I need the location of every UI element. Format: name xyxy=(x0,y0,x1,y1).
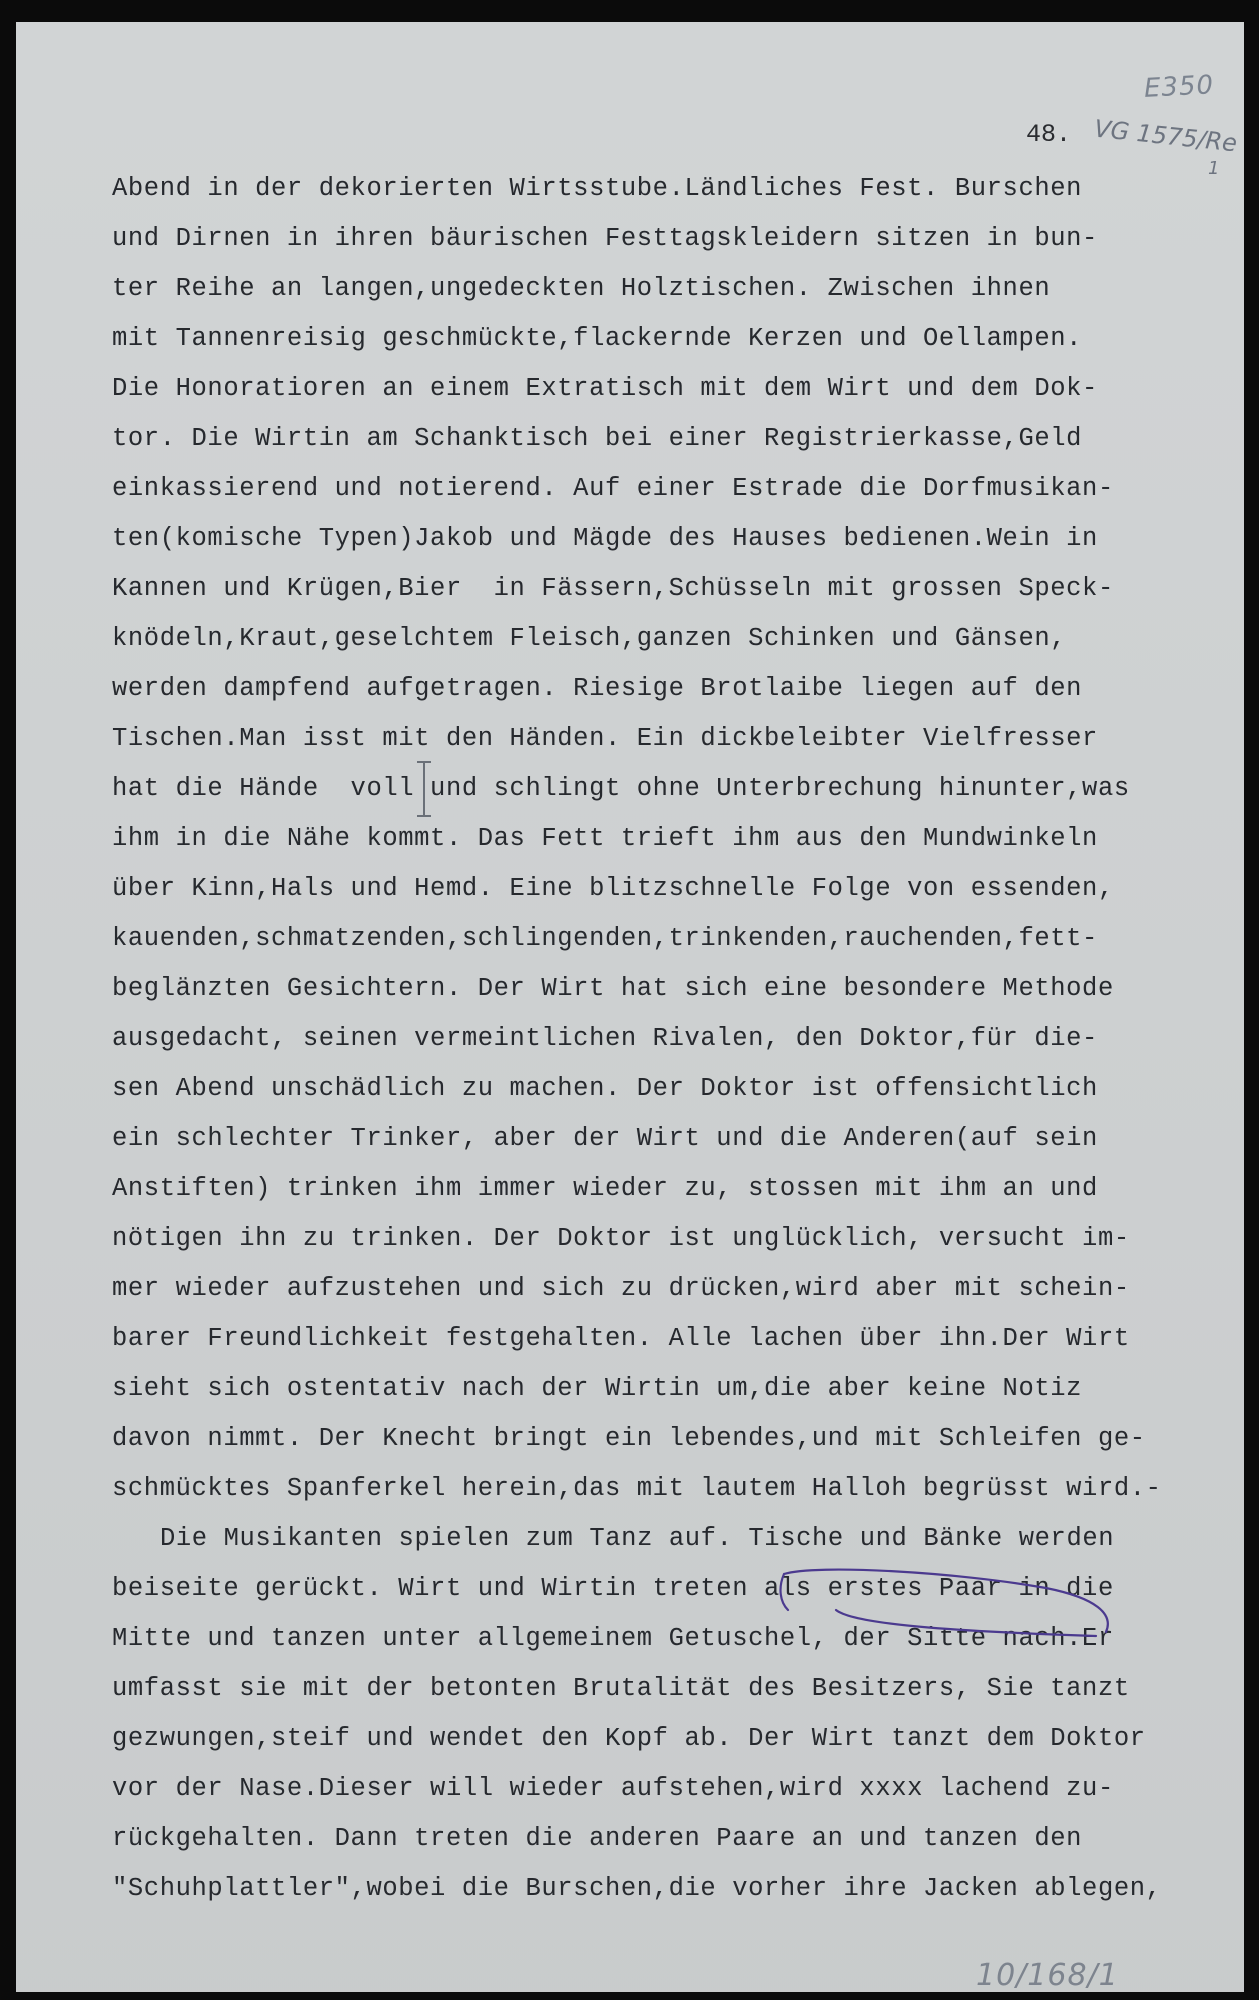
text-line: gezwungen,steif und wendet den Kopf ab. Der Wirt tanzt dem Doktor xyxy=(112,1724,1146,1753)
text-line: ausgedacht, seinen vermeintlichen Rivalen, den Doktor,für die- xyxy=(112,1024,1098,1053)
handwritten-signature: VG 1575/Re xyxy=(1092,114,1239,158)
text-line: ihm in die Nähe kommt. Das Fett trieft ihm aus den Mundwinkeln xyxy=(112,824,1098,853)
text-line: werden dampfend aufgetragen. Riesige Brotlaibe liegen auf den xyxy=(112,674,1083,703)
text-line: rückgehalten. Dann treten die anderen Paare an und tanzen den xyxy=(112,1824,1083,1853)
text-line: sieht sich ostentativ nach der Wirtin um,die aber keine Notiz xyxy=(112,1374,1083,1403)
text-line: barer Freundlichkeit festgehalten. Alle lachen über ihn.Der Wirt xyxy=(112,1324,1130,1353)
text-line: Tischen.Man isst mit den Händen. Ein dickbeleibter Vielfresser xyxy=(112,724,1098,753)
text-line: über Kinn,Hals und Hemd. Eine blitzschnelle Folge von essenden, xyxy=(112,874,1114,903)
text-line: mer wieder aufzustehen und sich zu drücken,wird aber mit schein- xyxy=(112,1274,1130,1303)
text-line: Mitte und tanzen unter allgemeinem Getuschel, der Sitte nach.Er xyxy=(112,1624,1114,1653)
text-line: einkassierend und notierend. Auf einer Estrade die Dorfmusikan- xyxy=(112,474,1114,503)
text-line: kauenden,schmatzenden,schlingenden,trinkenden,rauchenden,fett- xyxy=(112,924,1098,953)
text-line: beglänzten Gesichtern. Der Wirt hat sich eine besondere Methode xyxy=(112,974,1114,1003)
text-line: und Dirnen in ihren bäurischen Festtagskleidern sitzen in bun- xyxy=(112,224,1098,253)
text-line: ter Reihe an langen,ungedeckten Holztischen. Zwischen ihnen xyxy=(112,274,1051,303)
handwritten-signature-sub: 1 xyxy=(1208,158,1220,179)
text-line: umfasst sie mit der betonten Brutalität des Besitzers, Sie tanzt xyxy=(112,1674,1130,1703)
text-line: knödeln,Kraut,geselchtem Fleisch,ganzen Schinken und Gänsen, xyxy=(112,624,1067,653)
pencil-insert-mark xyxy=(414,758,434,820)
typescript-page xyxy=(16,22,1244,1992)
archive-reference: 10/168/1 xyxy=(976,1958,1119,1993)
text-line: Abend in der dekorierten Wirtsstube.Ländliches Fest. Burschen xyxy=(112,174,1083,203)
text-line: Anstiften) trinken ihm immer wieder zu, stossen mit ihm an und xyxy=(112,1174,1098,1203)
ink-annotation-loop xyxy=(776,1566,1116,1650)
text-line: "Schuhplattler",wobei die Burschen,die vorher ihre Jacken ablegen, xyxy=(112,1874,1162,1903)
text-line: hat die Hände voll und schlingt ohne Unterbrechung hinunter,was xyxy=(112,774,1130,803)
text-line: ein schlechter Trinker, aber der Wirt und die Anderen(auf sein xyxy=(112,1124,1098,1153)
text-line: mit Tannenreisig geschmückte,flackernde Kerzen und Oellampen. xyxy=(112,324,1083,353)
archive-mark: E350 xyxy=(1143,70,1215,104)
text-line: nötigen ihn zu trinken. Der Doktor ist unglücklich, versucht im- xyxy=(112,1224,1130,1253)
text-line: ten(komische Typen)Jakob und Mägde des Hauses bedienen.Wein in xyxy=(112,524,1098,553)
text-line: sen Abend unschädlich zu machen. Der Doktor ist offensichtlich xyxy=(112,1074,1098,1103)
text-line: Kannen und Krügen,Bier in Fässern,Schüsseln mit grossen Speck- xyxy=(112,574,1114,603)
text-line: schmücktes Spanferkel herein,das mit lautem Halloh begrüsst wird.- xyxy=(112,1474,1162,1503)
text-line: vor der Nase.Dieser will wieder aufstehen,wird xxxx lachend zu- xyxy=(112,1774,1114,1803)
text-line-paragraph-start: Die Musikanten spielen zum Tanz auf. Tische und Bänke werden xyxy=(160,1524,1115,1553)
page-number: 48. xyxy=(1026,120,1072,149)
text-line: davon nimmt. Der Knecht bringt ein lebendes,und mit Schleifen ge- xyxy=(112,1424,1146,1453)
typescript-body xyxy=(112,164,1222,1914)
text-line: beiseite gerückt. Wirt und Wirtin treten als erstes Paar in die xyxy=(112,1574,1114,1603)
text-line: tor. Die Wirtin am Schanktisch bei einer Registrierkasse,Geld xyxy=(112,424,1083,453)
text-line: Die Honoratioren an einem Extratisch mit dem Wirt und dem Dok- xyxy=(112,374,1098,403)
